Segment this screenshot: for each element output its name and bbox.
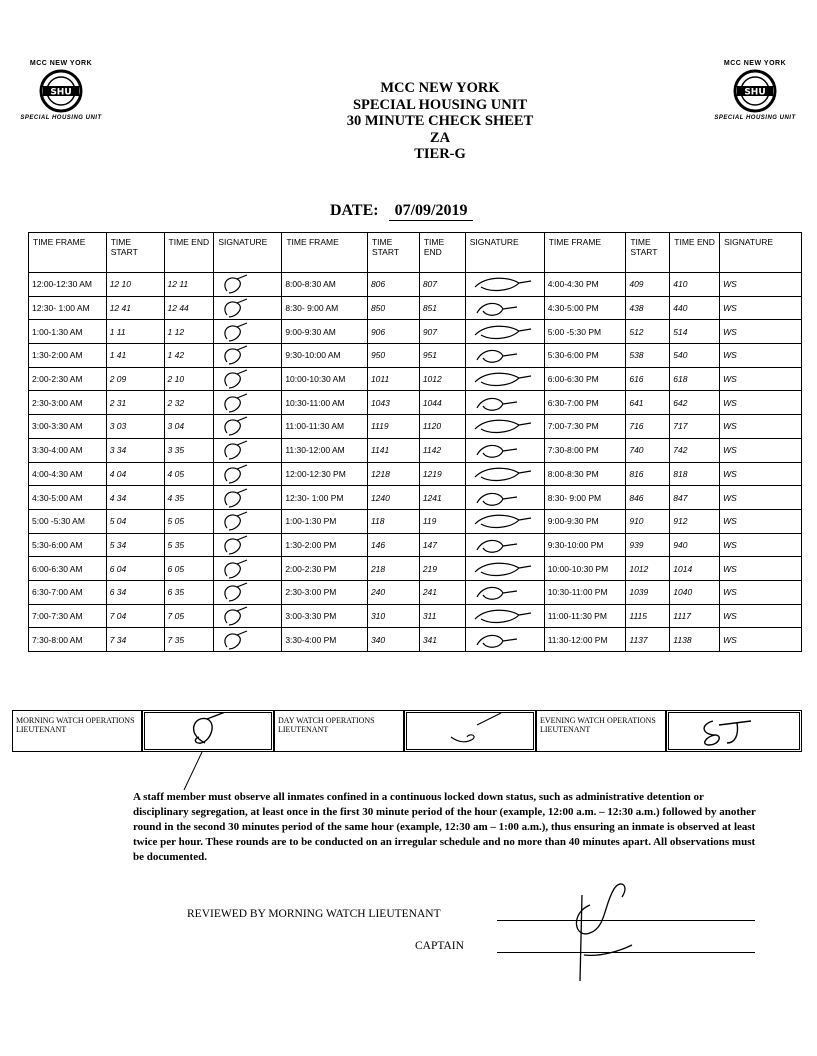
time-frame-cell: 11:00-11:30 PM xyxy=(544,604,626,628)
signature-cell xyxy=(214,486,282,510)
time-start-cell: 1 11 xyxy=(106,320,164,344)
morning-watch-label: MORNING WATCH OPERATIONS LIEUTENANT xyxy=(12,710,142,752)
time-end-cell: 847 xyxy=(670,486,720,510)
signature-initials-cell: WS xyxy=(720,580,802,604)
instructions-paragraph: A staff member must observe all inmates confined in a continuous locked down status, such as administrative detention or disciplinary segregation, at least once in the first 30 minute period of the hour (example, 12:00 a.m. – 12:30 a.m.) followed by another round in the second 30 minutes period of the same hour (example, 12:30 am – 1:00 a.m.), thus ensuring an inmate is observed at least twice per hour. These rounds are to be conducted on an irregular schedule and no more than 40 minutes apart. All observations must be documented. xyxy=(133,791,756,863)
time-start-cell: 1011 xyxy=(367,367,419,391)
time-frame-cell: 10:00-10:30 PM xyxy=(544,557,626,581)
signature-cell xyxy=(214,344,282,368)
table-row xyxy=(29,273,802,297)
table-row xyxy=(29,438,802,462)
time-start-cell: 641 xyxy=(626,391,670,415)
time-frame-cell: 4:30-5:00 AM xyxy=(29,486,107,510)
time-end-cell: 2 10 xyxy=(164,367,214,391)
time-start-cell: 6 04 xyxy=(106,557,164,581)
time-end-cell: 1241 xyxy=(419,486,465,510)
time-start-cell: 1 41 xyxy=(106,344,164,368)
time-start-cell: 12 10 xyxy=(106,273,164,297)
time-end-cell: 410 xyxy=(670,273,720,297)
table-row xyxy=(29,391,802,415)
time-start-cell: 240 xyxy=(367,580,419,604)
signature-cell xyxy=(214,415,282,439)
page-title xyxy=(200,80,680,163)
signature-cell xyxy=(214,438,282,462)
time-end-cell: 940 xyxy=(670,533,720,557)
time-frame-cell: 3:00-3:30 AM xyxy=(29,415,107,439)
time-start-cell: 1012 xyxy=(626,557,670,581)
signature-cell xyxy=(214,462,282,486)
signature-initials-cell: WS xyxy=(720,628,802,652)
signature-scribble-icon xyxy=(217,581,277,603)
time-frame-cell: 7:00-7:30 AM xyxy=(29,604,107,628)
time-end-cell: 241 xyxy=(419,580,465,604)
signature-scribble-icon xyxy=(217,273,277,295)
time-start-cell: 5 34 xyxy=(106,533,164,557)
col-header-time-end: TIME END xyxy=(164,233,214,273)
col-header-time-start: TIME START xyxy=(626,233,670,273)
time-start-cell: 716 xyxy=(626,415,670,439)
morning-watch-signature-box xyxy=(142,710,274,752)
time-start-cell: 1218 xyxy=(367,462,419,486)
time-frame-cell: 1:30-2:00 AM xyxy=(29,344,107,368)
signature-initials-cell: WS xyxy=(720,604,802,628)
col-header-time-end: TIME END xyxy=(419,233,465,273)
time-start-cell: 1039 xyxy=(626,580,670,604)
logo-left-bottom-text: SPECIAL HOUSING UNIT xyxy=(20,115,102,121)
signature-cell xyxy=(465,320,544,344)
time-frame-cell: 9:30-10:00 AM xyxy=(282,344,368,368)
time-frame-cell: 2:30-3:00 AM xyxy=(29,391,107,415)
signature-scribble-icon xyxy=(469,439,541,461)
time-end-cell: 7 35 xyxy=(164,628,214,652)
signature-cell xyxy=(214,580,282,604)
time-frame-cell: 10:00-10:30 AM xyxy=(282,367,368,391)
table-row xyxy=(29,344,802,368)
evening-watch-signature-box xyxy=(666,710,802,752)
logo-left xyxy=(6,60,116,121)
time-end-cell: 851 xyxy=(419,296,465,320)
signature-scribble-icon xyxy=(217,392,277,414)
time-end-cell: 12 11 xyxy=(164,273,214,297)
time-start-cell: 939 xyxy=(626,533,670,557)
time-end-cell: 3 04 xyxy=(164,415,214,439)
time-end-cell: 1012 xyxy=(419,367,465,391)
signature-scribble-icon xyxy=(469,629,541,651)
signature-scribble-icon xyxy=(469,534,541,556)
signature-cell xyxy=(465,557,544,581)
time-end-cell: 1014 xyxy=(670,557,720,581)
time-start-cell: 950 xyxy=(367,344,419,368)
signature-scribble-icon xyxy=(469,368,541,390)
table-header-row xyxy=(29,233,802,273)
signature-scribble-icon xyxy=(217,487,277,509)
time-frame-cell: 9:00-9:30 PM xyxy=(544,509,626,533)
day-signature-icon xyxy=(407,713,533,749)
col-header-time-start: TIME START xyxy=(106,233,164,273)
shu-emblem-icon xyxy=(39,69,83,113)
signature-scribble-icon xyxy=(469,392,541,414)
time-end-cell: 12 44 xyxy=(164,296,214,320)
time-start-cell: 4 34 xyxy=(106,486,164,510)
signature-scribble-icon xyxy=(217,297,277,319)
time-frame-cell: 5:30-6:00 AM xyxy=(29,533,107,557)
signature-cell xyxy=(214,296,282,320)
time-end-cell: 807 xyxy=(419,273,465,297)
signature-cell xyxy=(214,628,282,652)
signature-initials-cell: WS xyxy=(720,486,802,510)
signature-cell xyxy=(465,486,544,510)
logo-right-bottom-text: SPECIAL HOUSING UNIT xyxy=(714,115,796,121)
time-frame-cell: 5:00 -5:30 AM xyxy=(29,509,107,533)
time-start-cell: 2 31 xyxy=(106,391,164,415)
time-frame-cell: 8:00-8:30 AM xyxy=(282,273,368,297)
date-value: 07/09/2019 xyxy=(389,202,474,221)
time-end-cell: 5 05 xyxy=(164,509,214,533)
time-frame-cell: 12:30- 1:00 PM xyxy=(282,486,368,510)
time-frame-cell: 3:30-4:00 PM xyxy=(282,628,368,652)
logo-left-emblem-text: SHU xyxy=(50,87,72,98)
time-start-cell: 1119 xyxy=(367,415,419,439)
time-start-cell: 1137 xyxy=(626,628,670,652)
time-frame-cell: 11:30-12:00 PM xyxy=(544,628,626,652)
logo-left-top-text: MCC NEW YORK xyxy=(29,60,93,67)
table-row xyxy=(29,604,802,628)
signature-scribble-icon xyxy=(217,368,277,390)
time-end-cell: 219 xyxy=(419,557,465,581)
morning-signature-icon xyxy=(145,713,271,749)
time-frame-cell: 2:30-3:00 PM xyxy=(282,580,368,604)
signature-cell xyxy=(214,604,282,628)
signature-cell xyxy=(465,391,544,415)
pen-stroke-icon xyxy=(180,750,210,795)
signature-scribble-icon xyxy=(217,510,277,532)
check-log-table xyxy=(28,232,802,652)
time-end-cell: 1120 xyxy=(419,415,465,439)
operations-signoff-row xyxy=(12,710,802,752)
signature-cell xyxy=(214,320,282,344)
time-frame-cell: 4:00-4:30 AM xyxy=(29,462,107,486)
col-header-signature: SIGNATURE xyxy=(465,233,544,273)
time-frame-cell: 2:00-2:30 AM xyxy=(29,367,107,391)
time-frame-cell: 8:00-8:30 PM xyxy=(544,462,626,486)
signature-scribble-icon xyxy=(469,487,541,509)
title-line-2: SPECIAL HOUSING UNIT xyxy=(352,96,528,113)
signature-cell xyxy=(465,628,544,652)
time-start-cell: 7 34 xyxy=(106,628,164,652)
col-header-signature: SIGNATURE xyxy=(720,233,802,273)
col-header-time-frame: TIME FRAME xyxy=(544,233,626,273)
time-start-cell: 538 xyxy=(626,344,670,368)
time-end-cell: 818 xyxy=(670,462,720,486)
time-frame-cell: 12:30- 1:00 AM xyxy=(29,296,107,320)
signature-scribble-icon xyxy=(217,415,277,437)
time-start-cell: 118 xyxy=(367,509,419,533)
time-frame-cell: 6:30-7:00 AM xyxy=(29,580,107,604)
time-start-cell: 218 xyxy=(367,557,419,581)
time-frame-cell: 7:30-8:00 PM xyxy=(544,438,626,462)
signature-scribble-icon xyxy=(469,558,541,580)
time-start-cell: 310 xyxy=(367,604,419,628)
signature-cell xyxy=(465,462,544,486)
time-start-cell: 1115 xyxy=(626,604,670,628)
time-end-cell: 7 05 xyxy=(164,604,214,628)
time-start-cell: 740 xyxy=(626,438,670,462)
signature-cell xyxy=(465,367,544,391)
time-frame-cell: 1:30-2:00 PM xyxy=(282,533,368,557)
signature-initials-cell: WS xyxy=(720,320,802,344)
time-frame-cell: 3:30-4:00 AM xyxy=(29,438,107,462)
table-row xyxy=(29,628,802,652)
time-frame-cell: 12:00-12:30 AM xyxy=(29,273,107,297)
table-row xyxy=(29,533,802,557)
signature-scribble-icon xyxy=(469,415,541,437)
time-end-cell: 1142 xyxy=(419,438,465,462)
shu-emblem-icon xyxy=(733,69,777,113)
table-row xyxy=(29,415,802,439)
signature-scribble-icon xyxy=(469,463,541,485)
table-row xyxy=(29,557,802,581)
time-end-cell: 147 xyxy=(419,533,465,557)
time-end-cell: 2 32 xyxy=(164,391,214,415)
time-frame-cell: 3:00-3:30 PM xyxy=(282,604,368,628)
time-start-cell: 2 09 xyxy=(106,367,164,391)
time-end-cell: 912 xyxy=(670,509,720,533)
time-end-cell: 1 12 xyxy=(164,320,214,344)
title-line-5: TIER-G xyxy=(414,146,466,162)
time-start-cell: 409 xyxy=(626,273,670,297)
signature-cell xyxy=(214,509,282,533)
time-end-cell: 3 35 xyxy=(164,438,214,462)
signature-initials-cell: WS xyxy=(720,391,802,415)
signature-initials-cell: WS xyxy=(720,462,802,486)
time-start-cell: 3 03 xyxy=(106,415,164,439)
time-start-cell: 5 04 xyxy=(106,509,164,533)
date-row xyxy=(330,202,473,221)
time-end-cell: 642 xyxy=(670,391,720,415)
signature-cell xyxy=(465,580,544,604)
time-end-cell: 6 35 xyxy=(164,580,214,604)
time-start-cell: 846 xyxy=(626,486,670,510)
reviewed-by-label: REVIEWED BY MORNING WATCH LIEUTENANT xyxy=(187,908,441,920)
time-end-cell: 6 05 xyxy=(164,557,214,581)
time-frame-cell: 4:30-5:00 PM xyxy=(544,296,626,320)
signature-initials-cell: WS xyxy=(720,296,802,320)
signature-initials-cell: WS xyxy=(720,557,802,581)
time-end-cell: 440 xyxy=(670,296,720,320)
time-frame-cell: 8:30- 9:00 AM xyxy=(282,296,368,320)
time-start-cell: 816 xyxy=(626,462,670,486)
time-frame-cell: 12:00-12:30 PM xyxy=(282,462,368,486)
time-end-cell: 4 35 xyxy=(164,486,214,510)
col-header-time-end: TIME END xyxy=(670,233,720,273)
signature-cell xyxy=(465,344,544,368)
evening-signature-icon xyxy=(669,713,799,749)
time-frame-cell: 6:00-6:30 PM xyxy=(544,367,626,391)
signature-initials-cell: WS xyxy=(720,415,802,439)
time-frame-cell: 11:00-11:30 AM xyxy=(282,415,368,439)
signature-initials-cell: WS xyxy=(720,367,802,391)
table-row xyxy=(29,462,802,486)
time-end-cell: 1 42 xyxy=(164,344,214,368)
signature-cell xyxy=(214,533,282,557)
signature-scribble-icon xyxy=(217,344,277,366)
time-end-cell: 4 05 xyxy=(164,462,214,486)
time-end-cell: 119 xyxy=(419,509,465,533)
captain-signature-icon xyxy=(560,865,640,985)
time-frame-cell: 5:30-6:00 PM xyxy=(544,344,626,368)
time-frame-cell: 9:30-10:00 PM xyxy=(544,533,626,557)
time-start-cell: 806 xyxy=(367,273,419,297)
time-start-cell: 146 xyxy=(367,533,419,557)
table-row xyxy=(29,486,802,510)
time-frame-cell: 2:00-2:30 PM xyxy=(282,557,368,581)
evening-watch-label: EVENING WATCH OPERATIONS LIEUTENANT xyxy=(536,710,666,752)
time-start-cell: 910 xyxy=(626,509,670,533)
signature-scribble-icon xyxy=(217,558,277,580)
signature-cell xyxy=(465,533,544,557)
signature-initials-cell: WS xyxy=(720,344,802,368)
title-line-3: 30 MINUTE CHECK SHEET xyxy=(346,113,534,129)
signature-cell xyxy=(214,391,282,415)
col-header-time-frame: TIME FRAME xyxy=(29,233,107,273)
signature-scribble-icon xyxy=(469,321,541,343)
time-end-cell: 1138 xyxy=(670,628,720,652)
logo-right xyxy=(700,60,810,121)
time-frame-cell: 8:30- 9:00 PM xyxy=(544,486,626,510)
time-frame-cell: 5:00 -5:30 PM xyxy=(544,320,626,344)
signature-scribble-icon xyxy=(469,344,541,366)
table-row xyxy=(29,320,802,344)
col-header-time-frame: TIME FRAME xyxy=(282,233,368,273)
time-start-cell: 340 xyxy=(367,628,419,652)
table-row xyxy=(29,296,802,320)
time-end-cell: 1044 xyxy=(419,391,465,415)
time-end-cell: 618 xyxy=(670,367,720,391)
col-header-signature: SIGNATURE xyxy=(214,233,282,273)
time-end-cell: 951 xyxy=(419,344,465,368)
time-start-cell: 12 41 xyxy=(106,296,164,320)
logo-right-emblem-text: SHU xyxy=(744,87,766,98)
signature-scribble-icon xyxy=(469,510,541,532)
signature-scribble-icon xyxy=(217,534,277,556)
time-end-cell: 514 xyxy=(670,320,720,344)
signature-scribble-icon xyxy=(469,297,541,319)
time-frame-cell: 11:30-12:00 AM xyxy=(282,438,368,462)
table-row xyxy=(29,367,802,391)
day-watch-signature-box xyxy=(404,710,536,752)
time-start-cell: 850 xyxy=(367,296,419,320)
time-start-cell: 616 xyxy=(626,367,670,391)
time-start-cell: 4 04 xyxy=(106,462,164,486)
title-line-1: MCC NEW YORK xyxy=(380,80,500,96)
time-frame-cell: 4:00-4:30 PM xyxy=(544,273,626,297)
time-start-cell: 6 34 xyxy=(106,580,164,604)
time-frame-cell: 10:30-11:00 AM xyxy=(282,391,368,415)
table-row xyxy=(29,509,802,533)
time-frame-cell: 1:00-1:30 AM xyxy=(29,320,107,344)
time-end-cell: 717 xyxy=(670,415,720,439)
time-end-cell: 1219 xyxy=(419,462,465,486)
signature-scribble-icon xyxy=(217,629,277,651)
signature-cell xyxy=(465,296,544,320)
time-start-cell: 438 xyxy=(626,296,670,320)
table-row xyxy=(29,580,802,604)
signature-scribble-icon xyxy=(217,605,277,627)
title-line-4: ZA xyxy=(429,129,451,146)
signature-initials-cell: WS xyxy=(720,533,802,557)
signature-scribble-icon xyxy=(217,463,277,485)
signature-scribble-icon xyxy=(469,273,541,295)
signature-cell xyxy=(465,438,544,462)
signature-scribble-icon xyxy=(217,321,277,343)
date-label: DATE: xyxy=(330,202,379,219)
signature-scribble-icon xyxy=(469,605,541,627)
captain-label: CAPTAIN xyxy=(415,940,464,952)
signature-cell xyxy=(214,273,282,297)
signature-cell xyxy=(214,367,282,391)
time-start-cell: 512 xyxy=(626,320,670,344)
signature-cell xyxy=(465,509,544,533)
signature-cell xyxy=(465,604,544,628)
time-end-cell: 742 xyxy=(670,438,720,462)
time-start-cell: 3 34 xyxy=(106,438,164,462)
time-end-cell: 5 35 xyxy=(164,533,214,557)
time-start-cell: 1240 xyxy=(367,486,419,510)
time-frame-cell: 10:30-11:00 PM xyxy=(544,580,626,604)
time-end-cell: 1040 xyxy=(670,580,720,604)
signature-scribble-icon xyxy=(469,581,541,603)
col-header-time-start: TIME START xyxy=(367,233,419,273)
time-frame-cell: 6:00-6:30 AM xyxy=(29,557,107,581)
time-frame-cell: 9:00-9:30 AM xyxy=(282,320,368,344)
time-end-cell: 311 xyxy=(419,604,465,628)
signature-initials-cell: WS xyxy=(720,509,802,533)
signature-scribble-icon xyxy=(217,439,277,461)
time-frame-cell: 7:30-8:00 AM xyxy=(29,628,107,652)
logo-right-top-text: MCC NEW YORK xyxy=(723,60,787,67)
signature-cell xyxy=(465,273,544,297)
time-start-cell: 7 04 xyxy=(106,604,164,628)
signature-cell xyxy=(465,415,544,439)
time-start-cell: 906 xyxy=(367,320,419,344)
time-frame-cell: 7:00-7:30 PM xyxy=(544,415,626,439)
time-end-cell: 540 xyxy=(670,344,720,368)
time-start-cell: 1141 xyxy=(367,438,419,462)
signature-initials-cell: WS xyxy=(720,438,802,462)
time-end-cell: 1117 xyxy=(670,604,720,628)
signature-cell xyxy=(214,557,282,581)
time-frame-cell: 1:00-1:30 PM xyxy=(282,509,368,533)
time-frame-cell: 6:30-7:00 PM xyxy=(544,391,626,415)
time-end-cell: 907 xyxy=(419,320,465,344)
day-watch-label: DAY WATCH OPERATIONS LIEUTENANT xyxy=(274,710,404,752)
signature-initials-cell: WS xyxy=(720,273,802,297)
time-start-cell: 1043 xyxy=(367,391,419,415)
time-end-cell: 341 xyxy=(419,628,465,652)
